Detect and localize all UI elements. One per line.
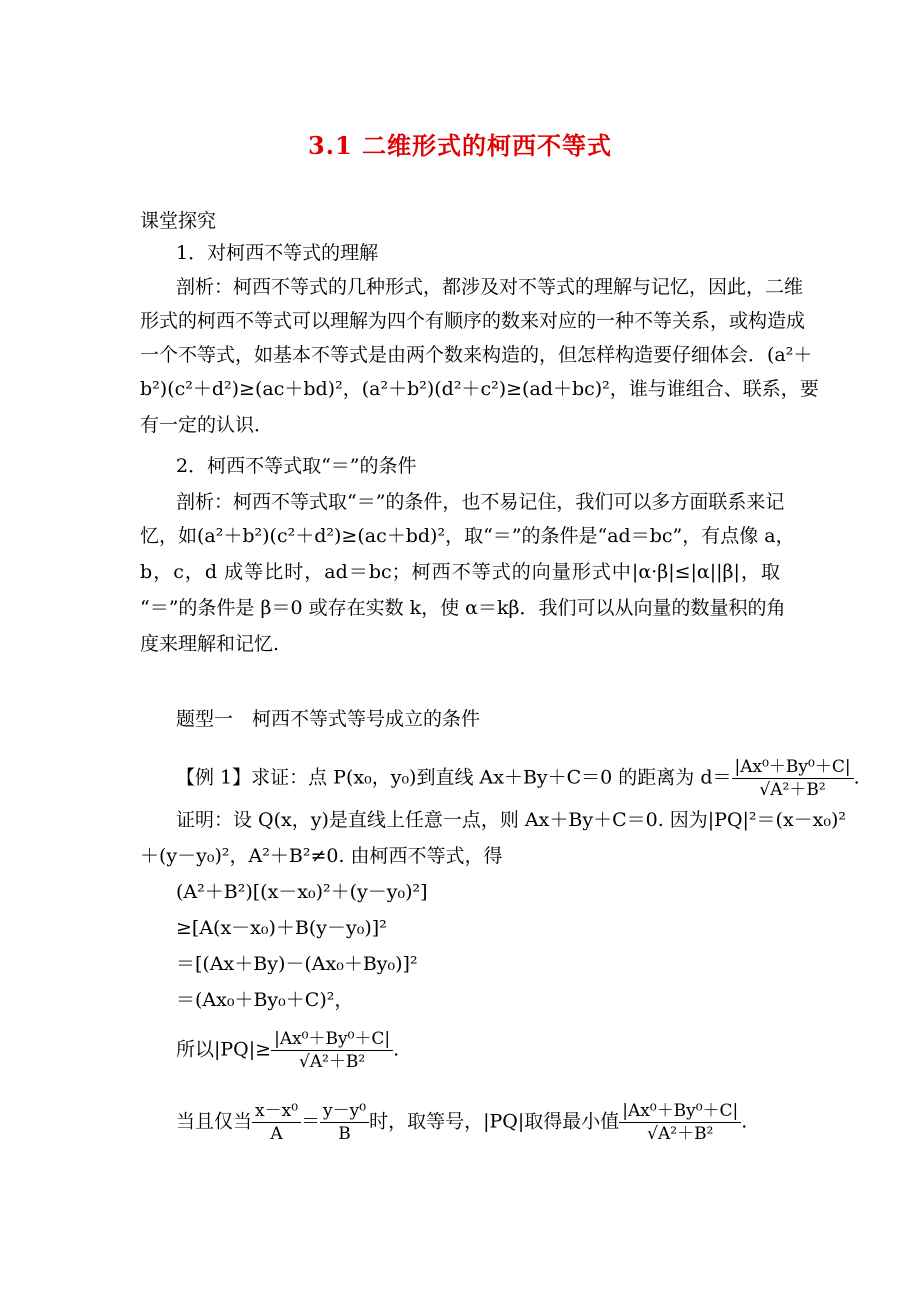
proof-line: ＝(Ax₀＋By₀＋C)²， <box>176 989 354 1011</box>
when-prefix: 当且仅当 <box>176 1110 253 1133</box>
when-end: . <box>741 1110 748 1133</box>
proof-so-line <box>176 1028 399 1073</box>
fraction-numerator: x－x⁰ <box>252 1100 301 1123</box>
item1-heading: 1．对柯西不等式的理解 <box>176 242 379 264</box>
example1-end: . <box>853 766 860 789</box>
fraction-numerator: |Ax⁰＋By⁰＋C| <box>271 1028 393 1051</box>
proof-line: ＋(y－y₀)²，A²＋B²≠0. 由柯西不等式，得 <box>140 845 503 867</box>
fraction-numerator: |Ax⁰＋By⁰＋C| <box>619 1100 741 1123</box>
example1-statement: 求证：点 P(x₀，y₀)到直线 Ax＋By＋C＝0 的距离为 d＝ <box>251 766 732 789</box>
section-heading: 课堂探究 <box>140 210 217 232</box>
when-mid: 时，取等号，|PQ|取得最小值 <box>369 1110 620 1133</box>
fraction-denominator: √A²＋B² <box>759 780 826 800</box>
fraction-denominator: A <box>270 1124 283 1144</box>
fraction-denominator: B <box>338 1124 351 1144</box>
proof-line: ≥[A(x－x₀)＋B(y－y₀)]² <box>176 917 387 939</box>
item1-line: 剖析：柯西不等式的几种形式，都涉及对不等式的理解与记忆，因此，二维 <box>176 276 804 298</box>
item1-line: 形式的柯西不等式可以理解为四个有顺序的数来对应的一种不等关系，或构造成 <box>140 310 806 332</box>
distance-fraction <box>732 756 854 801</box>
item1-line: 有一定的认识． <box>140 414 274 436</box>
proof-when-line <box>176 1100 747 1145</box>
fraction-numerator: |Ax⁰＋By⁰＋C| <box>732 756 854 779</box>
item1-line: b²)(c²＋d²)≥(ac＋bd)²，(a²＋b²)(d²＋c²)≥(ad＋bc)²，谁与谁组合、联系，要 <box>140 378 819 400</box>
so-fraction <box>271 1028 393 1073</box>
item1-line: 一个不等式，如基本不等式是由两个数来构造的，但怎样构造要仔细体会．(a²＋ <box>140 344 813 366</box>
fraction-numerator: y－y⁰ <box>320 1100 369 1123</box>
when-fraction-x <box>252 1100 301 1145</box>
when-fraction-y <box>320 1100 369 1145</box>
item2-line: 忆，如(a²＋b²)(c²＋d²)≥(ac＋bd)²，取“＝”的条件是“ad＝bc”，有点像 a， <box>140 525 795 547</box>
type1-heading: 题型一 柯西不等式等号成立的条件 <box>176 708 481 730</box>
item2-line: “＝”的条件是 β＝0 或存在实数 k，使 α＝kβ．我们可以从向量的数量积的角 <box>140 597 786 619</box>
item2-line: b，c，d 成等比时，ad＝bc；柯西不等式的向量形式中|α·β|≤|α||β|，取 <box>140 561 780 583</box>
fraction-denominator: √A²＋B² <box>647 1124 714 1144</box>
so-end: . <box>393 1038 400 1061</box>
example1-label: 【例 1】 <box>176 766 252 789</box>
item2-line: 剖析：柯西不等式取“＝”的条件，也不易记住，我们可以多方面联系来记 <box>176 491 785 513</box>
example1 <box>176 756 860 801</box>
proof-line: ＝[(Ax＋By)－(Ax₀＋By₀)]² <box>176 953 418 975</box>
proof-line: (A²＋B²)[(x－x₀)²＋(y－y₀)²] <box>176 881 428 903</box>
item2-line: 度来理解和记忆. <box>140 633 280 655</box>
page-title: 3.1 二维形式的柯西不等式 <box>307 131 613 160</box>
when-equals: ＝ <box>301 1110 321 1133</box>
item2-heading: 2．柯西不等式取“＝”的条件 <box>176 455 417 477</box>
fraction-denominator: √A²＋B² <box>299 1052 366 1072</box>
proof-line: 证明：设 Q(x，y)是直线上任意一点，则 Ax＋By＋C＝0. 因为|PQ|²＝(x－x₀)² <box>176 809 847 831</box>
so-prefix: 所以|PQ|≥ <box>176 1038 272 1061</box>
when-fraction-min <box>619 1100 741 1145</box>
